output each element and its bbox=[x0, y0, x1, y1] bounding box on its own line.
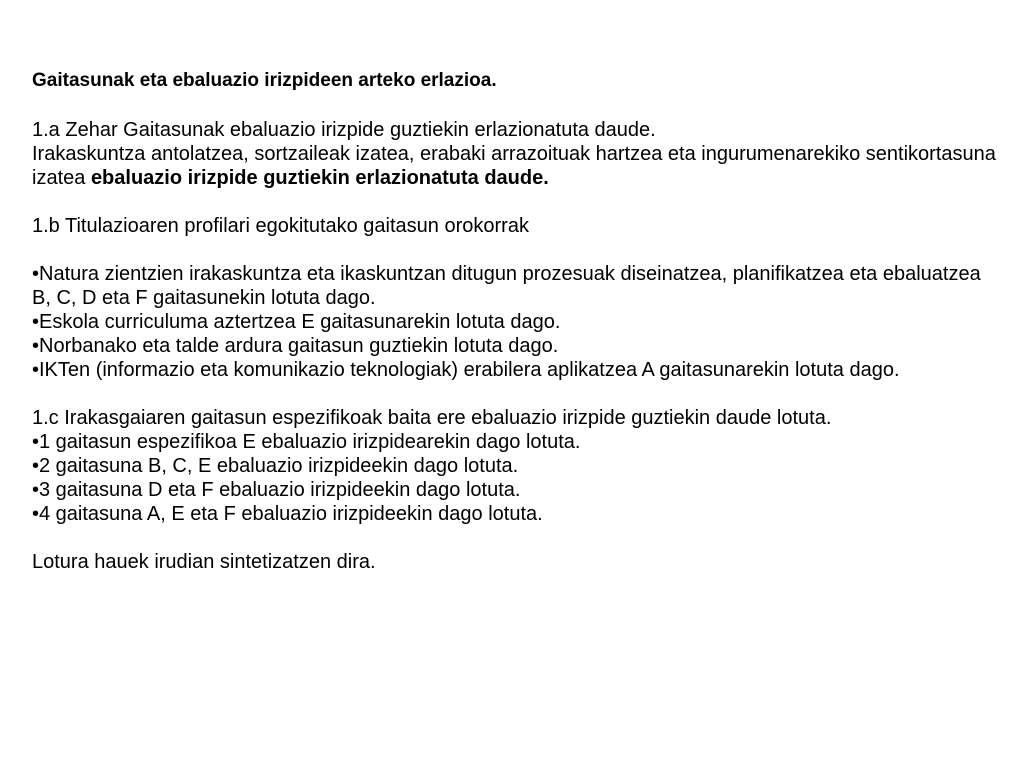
section-a-text-bold: ebaluazio irizpide guztiekin erlazionatuta daude. bbox=[90, 167, 549, 189]
slide-title: Gaitasunak eta ebaluazio irizpideen arteko erlazioa. bbox=[32, 70, 497, 91]
list-item: •3 gaitasuna D eta F ebaluazio irizpideekin dago lotuta. bbox=[32, 479, 521, 501]
list-item: •4 gaitasuna A, E eta F ebaluazio irizpideekin dago lotuta. bbox=[32, 503, 543, 525]
section-a bbox=[32, 118, 1004, 190]
section-c-heading: 1.c Irakasgaiaren gaitasun espezifikoak baita ere ebaluazio irizpide guztiekin daude lotuta. bbox=[32, 407, 832, 429]
list-item: •IKTen (informazio eta komunikazio teknologiak) erabilera aplikatzea A gaitasunarekin lotuta dago. bbox=[32, 359, 900, 381]
section-a-heading: 1.a Zehar Gaitasunak ebaluazio irizpide guztiekin erlazionatuta daude. bbox=[32, 119, 656, 141]
list-item: •2 gaitasuna B, C, E ebaluazio irizpideekin dago lotuta. bbox=[32, 455, 519, 477]
section-a-text bbox=[32, 142, 1004, 190]
closing-note bbox=[32, 550, 1004, 574]
section-b-heading-block bbox=[32, 214, 1004, 238]
list-item: •Eskola curriculuma aztertzea E gaitasunarekin lotuta dago. bbox=[32, 311, 561, 333]
section-b-list bbox=[32, 262, 1004, 382]
closing-text: Lotura hauek irudian sintetizatzen dira. bbox=[32, 551, 376, 573]
list-item: •Norbanako eta talde ardura gaitasun guztiekin lotuta dago. bbox=[32, 335, 559, 357]
list-item: •Natura zientzien irakaskuntza eta ikaskuntzan ditugun prozesuak diseinatzea, planifikatzea eta ebaluatzea B, C, D eta F gaitasunekin lotuta dago. bbox=[32, 263, 981, 309]
section-c bbox=[32, 406, 1004, 526]
list-item: •1 gaitasun espezifikoa E ebaluazio irizpidearekin dago lotuta. bbox=[32, 431, 581, 453]
section-b-heading: 1.b Titulazioaren profilari egokitutako gaitasun orokorrak bbox=[32, 215, 529, 237]
section-a-text-normal: Irakaskuntza antolatzea, sortzaileak izatea, erabaki arrazoituak hartzea eta ingurumenarekiko sentikortasuna izatea bbox=[32, 143, 996, 189]
